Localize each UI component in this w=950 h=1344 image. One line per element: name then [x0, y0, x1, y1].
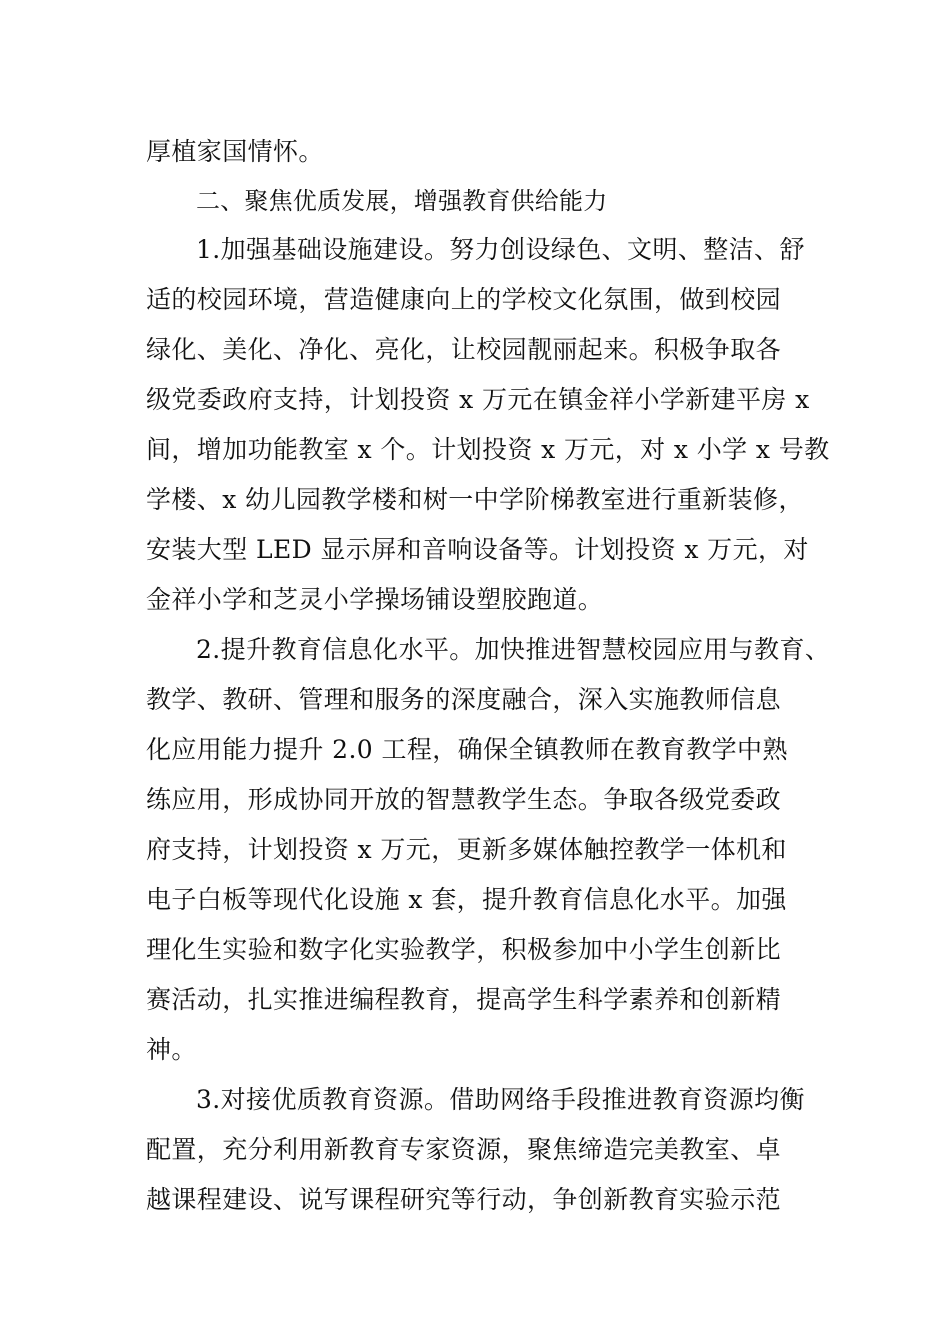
paragraph-1-line: 适的校园环境，营造健康向上的学校文化氛围，做到校园 [146, 285, 782, 314]
paragraph-1-line: 1.加强基础设施建设。努力创设绿色、文明、整洁、舒 [196, 235, 805, 264]
paragraph-3-line: 3.对接优质教育资源。借助网络手段推进教育资源均衡 [196, 1085, 805, 1114]
paragraph-2-line: 赛活动，扎实推进编程教育，提高学生科学素养和创新精 [146, 985, 782, 1014]
paragraph-2-line: 练应用，形成协同开放的智慧教学生态。争取各级党委政 [146, 785, 782, 814]
text-line-continuation: 厚植家国情怀。 [146, 137, 324, 166]
paragraph-1-line: 金祥小学和芝灵小学操场铺设塑胶跑道。 [146, 585, 604, 614]
paragraph-2-line: 教学、教研、管理和服务的深度融合，深入实施教师信息 [146, 685, 782, 714]
paragraph-1-line: 安装大型 LED 显示屏和音响设备等。计划投资 x 万元，对 [146, 535, 809, 564]
paragraph-2-line: 电子白板等现代化设施 x 套，提升教育信息化水平。加强 [146, 885, 787, 914]
paragraph-2-line: 神。 [146, 1035, 197, 1064]
paragraph-3-line: 越课程建设、说写课程研究等行动，争创新教育实验示范 [146, 1185, 782, 1214]
paragraph-1-line: 间，增加功能教室 x 个。计划投资 x 万元，对 x 小学 x 号教 [146, 435, 830, 464]
paragraph-2-line: 2.提升教育信息化水平。加快推进智慧校园应用与教育、 [196, 635, 831, 664]
paragraph-1-line: 级党委政府支持，计划投资 x 万元在镇金祥小学新建平房 x [146, 385, 810, 414]
paragraph-3-line: 配置，充分利用新教育专家资源，聚焦缔造完美教室、卓 [146, 1135, 782, 1164]
paragraph-1-line: 学楼、x 幼儿园教学楼和树一中学阶梯教室进行重新装修， [146, 485, 804, 514]
paragraph-2-line: 化应用能力提升 2.0 工程，确保全镇教师在教育教学中熟 [146, 735, 788, 764]
paragraph-2-line: 府支持，计划投资 x 万元，更新多媒体触控教学一体机和 [146, 835, 787, 864]
section-heading: 二、聚焦优质发展，增强教育供给能力 [196, 187, 608, 215]
paragraph-1-line: 绿化、美化、净化、亮化，让校园靓丽起来。积极争取各 [146, 335, 782, 364]
paragraph-2-line: 理化生实验和数字化实验教学，积极参加中小学生创新比 [146, 935, 782, 964]
